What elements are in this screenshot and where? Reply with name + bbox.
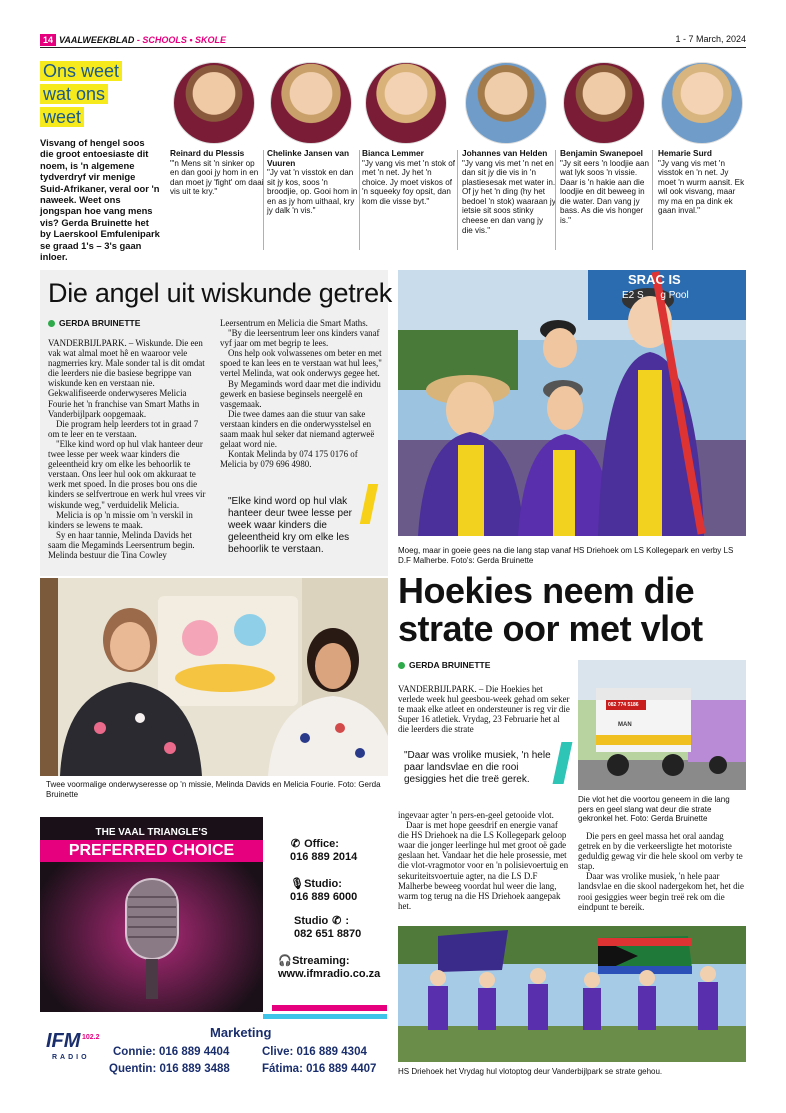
sign-text: SRAC IS bbox=[628, 272, 681, 287]
contact-colon: : bbox=[345, 915, 350, 927]
marketing-contact: Clive: 016 889 4304 bbox=[262, 1046, 367, 1058]
quote-slash-icon bbox=[553, 742, 573, 784]
kid-name: Chelinke Jansen van Vuuren bbox=[267, 148, 350, 168]
photo-caption: Twee voormalige onderwyseresse op 'n missie, Melinda Davids en Melicia Fourie. Foto: Gerda Bruinette bbox=[46, 780, 381, 799]
studio-whatsapp-contact bbox=[294, 915, 361, 941]
pull-quote: "Daar was vrolike musiek, 'n hele paar landsvlae en die rooi gesiggies het die treë gerek. bbox=[404, 750, 551, 785]
title-line: wat ons bbox=[40, 84, 108, 104]
kid-quote: "Jy vat 'n visstok en dan sit jy kos, soos 'n broodjie, op. Gooi hom in en as jy hom uithaal, kry jy dalk 'n vis." bbox=[267, 168, 358, 216]
paragraph: Die program help leerders tot in graad 7 om te leer en te verstaan. bbox=[48, 418, 199, 439]
kid-quote: "'n Mens sit 'n sinker op en dan gooi jy hom in en dan moet jy 'fight' om daai vis uit te kry." bbox=[170, 158, 264, 197]
ons-weet-intro: Visvang of hengel soos die groot entoesiaste dit noem, is 'n algemene tydverdryf vir menige Suid-Afrikaner, veral oor 'n naweek. Weet ons jongspan hoe vang mens vis? Gerda Bruinette het by Laerskool Emfulenipark se graad 1's – 3's gaan inloer. bbox=[40, 137, 160, 263]
paragraph: VANDERBIJLPARK. – Wiskunde. Die een vak wat almal moet hê en waaroor vele nagmerries kry. Male sonder tal is dit omdat die leerders nie die basiese begrippe van wiskunde ken en verstaan nie. Gekwalifiseerde onderwyseres Melicia Fourie het 'n franchise van Smart Maths in Vanderbijlpark oopgemaak. bbox=[48, 338, 205, 419]
contact-number: 016 889 6000 bbox=[290, 891, 358, 903]
paragraph: "Elke kind word op hul vlak hanteer deur twee lesse per week waar kinders die geleentheid kry om elke les behoorlik te verstaan. Ons leer hul ook om akkuraat te werk met spoed. In die proses bou ons die kinders se selfvertroue en werk hul vrees vir wiskunde weg," verduidelik Melicia. bbox=[48, 438, 206, 510]
logo-text: IFM bbox=[46, 1030, 81, 1052]
ad-stripe-cyan bbox=[263, 1014, 387, 1019]
kid-name: Reinard du Plessis bbox=[170, 148, 245, 158]
article-column bbox=[398, 810, 570, 911]
article-column bbox=[220, 318, 382, 469]
paragraph: Daar is met hope geesdrif en energie vanaf die HS Driehoek na die LS Kollegepark geloop waar die jonger leerlinge hul met groot oë gade geslaan het. Vandaar het die hele prosessie, met die vlot-vragmotor voor en 'n polisievoertuig en sekuriteitsvoertuie agter, na die LS D.F Malherbe beweeg voordat hul weer die lang, warm tog terug na die HS Driehoek aangepak het. bbox=[398, 820, 569, 911]
headphones-icon: 🎧 bbox=[278, 955, 292, 967]
divider bbox=[652, 150, 653, 250]
photo-illustration bbox=[578, 660, 746, 790]
kid-photo bbox=[563, 62, 645, 144]
contact-label: Studio bbox=[294, 915, 329, 927]
truck-brand: MAN bbox=[618, 722, 632, 728]
bullet-icon bbox=[398, 662, 405, 669]
marketing-contact: Connie: 016 889 4404 bbox=[113, 1046, 230, 1058]
ons-weet-block bbox=[40, 60, 160, 262]
kid-name: Johannes van Helden bbox=[462, 148, 548, 158]
article-lead: VANDERBIJLPARK. – Die Hoekies het verlede week hul geesbou-week gehad om seker te maak elke atleet en ondersteuner is reg vir die Super 16 atletiek. Vrydag, 23 Februarie het al die leerders die strate bbox=[398, 684, 570, 735]
contact-number: 016 889 2014 bbox=[290, 851, 358, 863]
advert-headline: THE VAAL TRIANGLE'S bbox=[95, 827, 208, 838]
photo-float-truck bbox=[578, 660, 746, 790]
article-title: Hoekies neem die strate oor met vlot bbox=[398, 570, 703, 649]
photo-parade bbox=[398, 926, 746, 1062]
contact-label: Office: bbox=[304, 838, 339, 850]
photo-illustration bbox=[398, 926, 746, 1062]
bullet-icon bbox=[48, 320, 55, 327]
phone-icon: ✆ bbox=[290, 838, 301, 850]
kid-photo bbox=[173, 62, 255, 144]
photo-caption: HS Driehoek het Vrydag hul vlotoptog deur Vanderbijlpark se strate gehou. bbox=[398, 1067, 663, 1076]
photo-students-walk bbox=[398, 270, 746, 536]
kid-quote: "Jy vang vis met 'n visstok en 'n net. Jy moet 'n wurm aansit. Ek wil ook visvang, maar my ma en pa dink ek gaan inval." bbox=[658, 158, 745, 216]
paragraph: Ons help ook volwassenes om beter en met spoed te kan lees en te verstaan wat hul lees," vertel Melinda, wat ook onderwys gegee het. bbox=[220, 348, 382, 379]
ons-weet-title bbox=[40, 60, 160, 129]
paragraph: Daar was vrolike musiek, 'n hele paar landsvlae en die skool nadergekom het, het die rooi gesiggies weer begin treë rek om die eindpunt te bereik. bbox=[578, 871, 744, 912]
whatsapp-icon: ✆ bbox=[332, 915, 342, 927]
kid-name: Bianca Lemmer bbox=[362, 148, 424, 158]
paragraph: Die twee dames aan die stuur van sake verstaan kinders en die onderwysstelsel en saam maak hul seker dat niemand agterweë gelaat word nie. bbox=[220, 408, 375, 450]
kid-photo bbox=[365, 62, 447, 144]
kid-photo bbox=[465, 62, 547, 144]
truck-plate: 082 774 5186 bbox=[608, 702, 639, 708]
divider bbox=[359, 150, 360, 250]
byline bbox=[398, 660, 490, 670]
page-header bbox=[40, 34, 746, 48]
kid-profile bbox=[560, 62, 654, 226]
paragraph: ingevaar agter 'n pers-en-geel getooide vlot. bbox=[398, 810, 554, 820]
page-number: 14 bbox=[40, 34, 56, 46]
kid-profile bbox=[462, 62, 556, 235]
kid-quote: "Jy vang vis met 'n stok of met 'n net. Jy het 'n choice. Jy moet viskos of 'n squeeky foy opsit, dan kom die visse byt." bbox=[362, 158, 456, 206]
divider bbox=[263, 150, 264, 250]
contact-label: Streaming: bbox=[292, 955, 350, 967]
pull-quote: "Elke kind word op hul vlak hanteer deur twee lesse per week waar kinders die geleentheid kry om elke les behoorlik te verstaan. bbox=[228, 496, 352, 555]
marketing-contact: Quentin: 016 889 3488 bbox=[109, 1063, 230, 1075]
advert-headline: PREFERRED CHOICE bbox=[40, 840, 263, 862]
kid-profile bbox=[267, 62, 361, 216]
paragraph: Kontak Melinda by 074 175 0176 of Melicia by 079 696 4980. bbox=[220, 449, 358, 470]
photo-caption: Die vlot het die voortou geneem in die lang pers en geel slang wat deur die strate gekronkel het. Foto: Gerda Bruinette bbox=[578, 795, 730, 824]
microphone-icon: 🎙 bbox=[290, 878, 304, 890]
section-name: - SCHOOLS • SKOLE bbox=[134, 35, 227, 45]
paragraph: Sy en haar tannie, Melinda Davids het saam die Megaminds Leersentrum begin. Melinda bestuur die Tina Cowley bbox=[48, 529, 195, 560]
sign-text: E2 S g Pool bbox=[622, 290, 689, 301]
contact-number: 082 651 8870 bbox=[294, 928, 362, 940]
logo-subtext: RADIO bbox=[52, 1054, 90, 1061]
kid-name: Benjamin Swanepoel bbox=[560, 148, 643, 158]
kid-photo bbox=[661, 62, 743, 144]
logo-frequency: 102.2 bbox=[82, 1034, 100, 1041]
marketing-label: Marketing bbox=[210, 1025, 272, 1040]
ifm-logo bbox=[46, 1030, 104, 1072]
kid-name: Hemarie Surd bbox=[658, 148, 712, 158]
marketing-contact: Fátima: 016 889 4407 bbox=[262, 1063, 377, 1075]
title-line: weet bbox=[40, 107, 84, 127]
kid-photo bbox=[270, 62, 352, 144]
paragraph: Leersentrum en Melicia die Smart Maths. bbox=[220, 318, 368, 328]
divider bbox=[457, 150, 458, 250]
paragraph: Melicia is op 'n missie om 'n verskil in kinders se lewens te maak. bbox=[48, 509, 193, 530]
paragraph: By Megaminds word daar met die individu gewerk en basiese beginsels neergelê en vasgemaak. bbox=[220, 378, 381, 409]
kid-quote: "Jy sit eers 'n loodjie aan wat lyk soos 'n vissie. Daar is 'n hakie aan die loodjie en dit beweeg in die water. Dan vang jy bass. As die vis honger is." bbox=[560, 158, 649, 226]
article-column bbox=[48, 338, 211, 560]
byline-text: GERDA BRUINETTE bbox=[59, 318, 141, 328]
studio-contact bbox=[290, 878, 357, 904]
kid-profile bbox=[170, 62, 264, 197]
photo-illustration bbox=[398, 270, 746, 536]
photo-illustration bbox=[40, 578, 388, 776]
byline bbox=[48, 318, 140, 328]
issue-date: 1 - 7 March, 2024 bbox=[675, 34, 746, 44]
streaming-url: www.ifmradio.co.za bbox=[278, 968, 381, 980]
article-title: Die angel uit wiskunde getrek bbox=[48, 278, 393, 308]
divider bbox=[555, 150, 556, 250]
title-line: Ons weet bbox=[40, 61, 122, 81]
article-column bbox=[578, 831, 746, 912]
contact-label: Studio: bbox=[304, 878, 342, 890]
office-contact bbox=[290, 838, 357, 864]
photo-two-teachers bbox=[40, 578, 388, 776]
paragraph: "By die leersentrum leer ons kinders vanaf vyf jaar om met begrip te lees. bbox=[220, 328, 380, 349]
photo-caption: Moeg, maar in goeie gees na die lang stap vanaf HS Driehoek om LS Kollegepark en verby LS D.F Malherbe. Foto's: Gerda Bruinette bbox=[398, 546, 734, 565]
byline-text: GERDA BRUINETTE bbox=[409, 660, 491, 670]
paragraph: Die pers en geel massa het oral aandag getrek en by die verkeersligte het motoriste geduldig gewag vir die hele skool om verby te stap. bbox=[578, 831, 743, 872]
publication-name: VAALWEEKBLAD bbox=[59, 35, 135, 45]
streaming-contact bbox=[278, 955, 380, 981]
kid-profile bbox=[658, 62, 748, 216]
kid-profile bbox=[362, 62, 456, 206]
kid-quote: "Jy vang vis met 'n net en dan sit jy die vis in 'n plastiesesak met water in. Of jy het 'n ding (hy het bedoel 'n stok) waaraan jy ietsie sit soos stinky cheese en dan vang jy die vis." bbox=[462, 158, 556, 235]
ad-stripe-magenta bbox=[272, 1005, 387, 1011]
